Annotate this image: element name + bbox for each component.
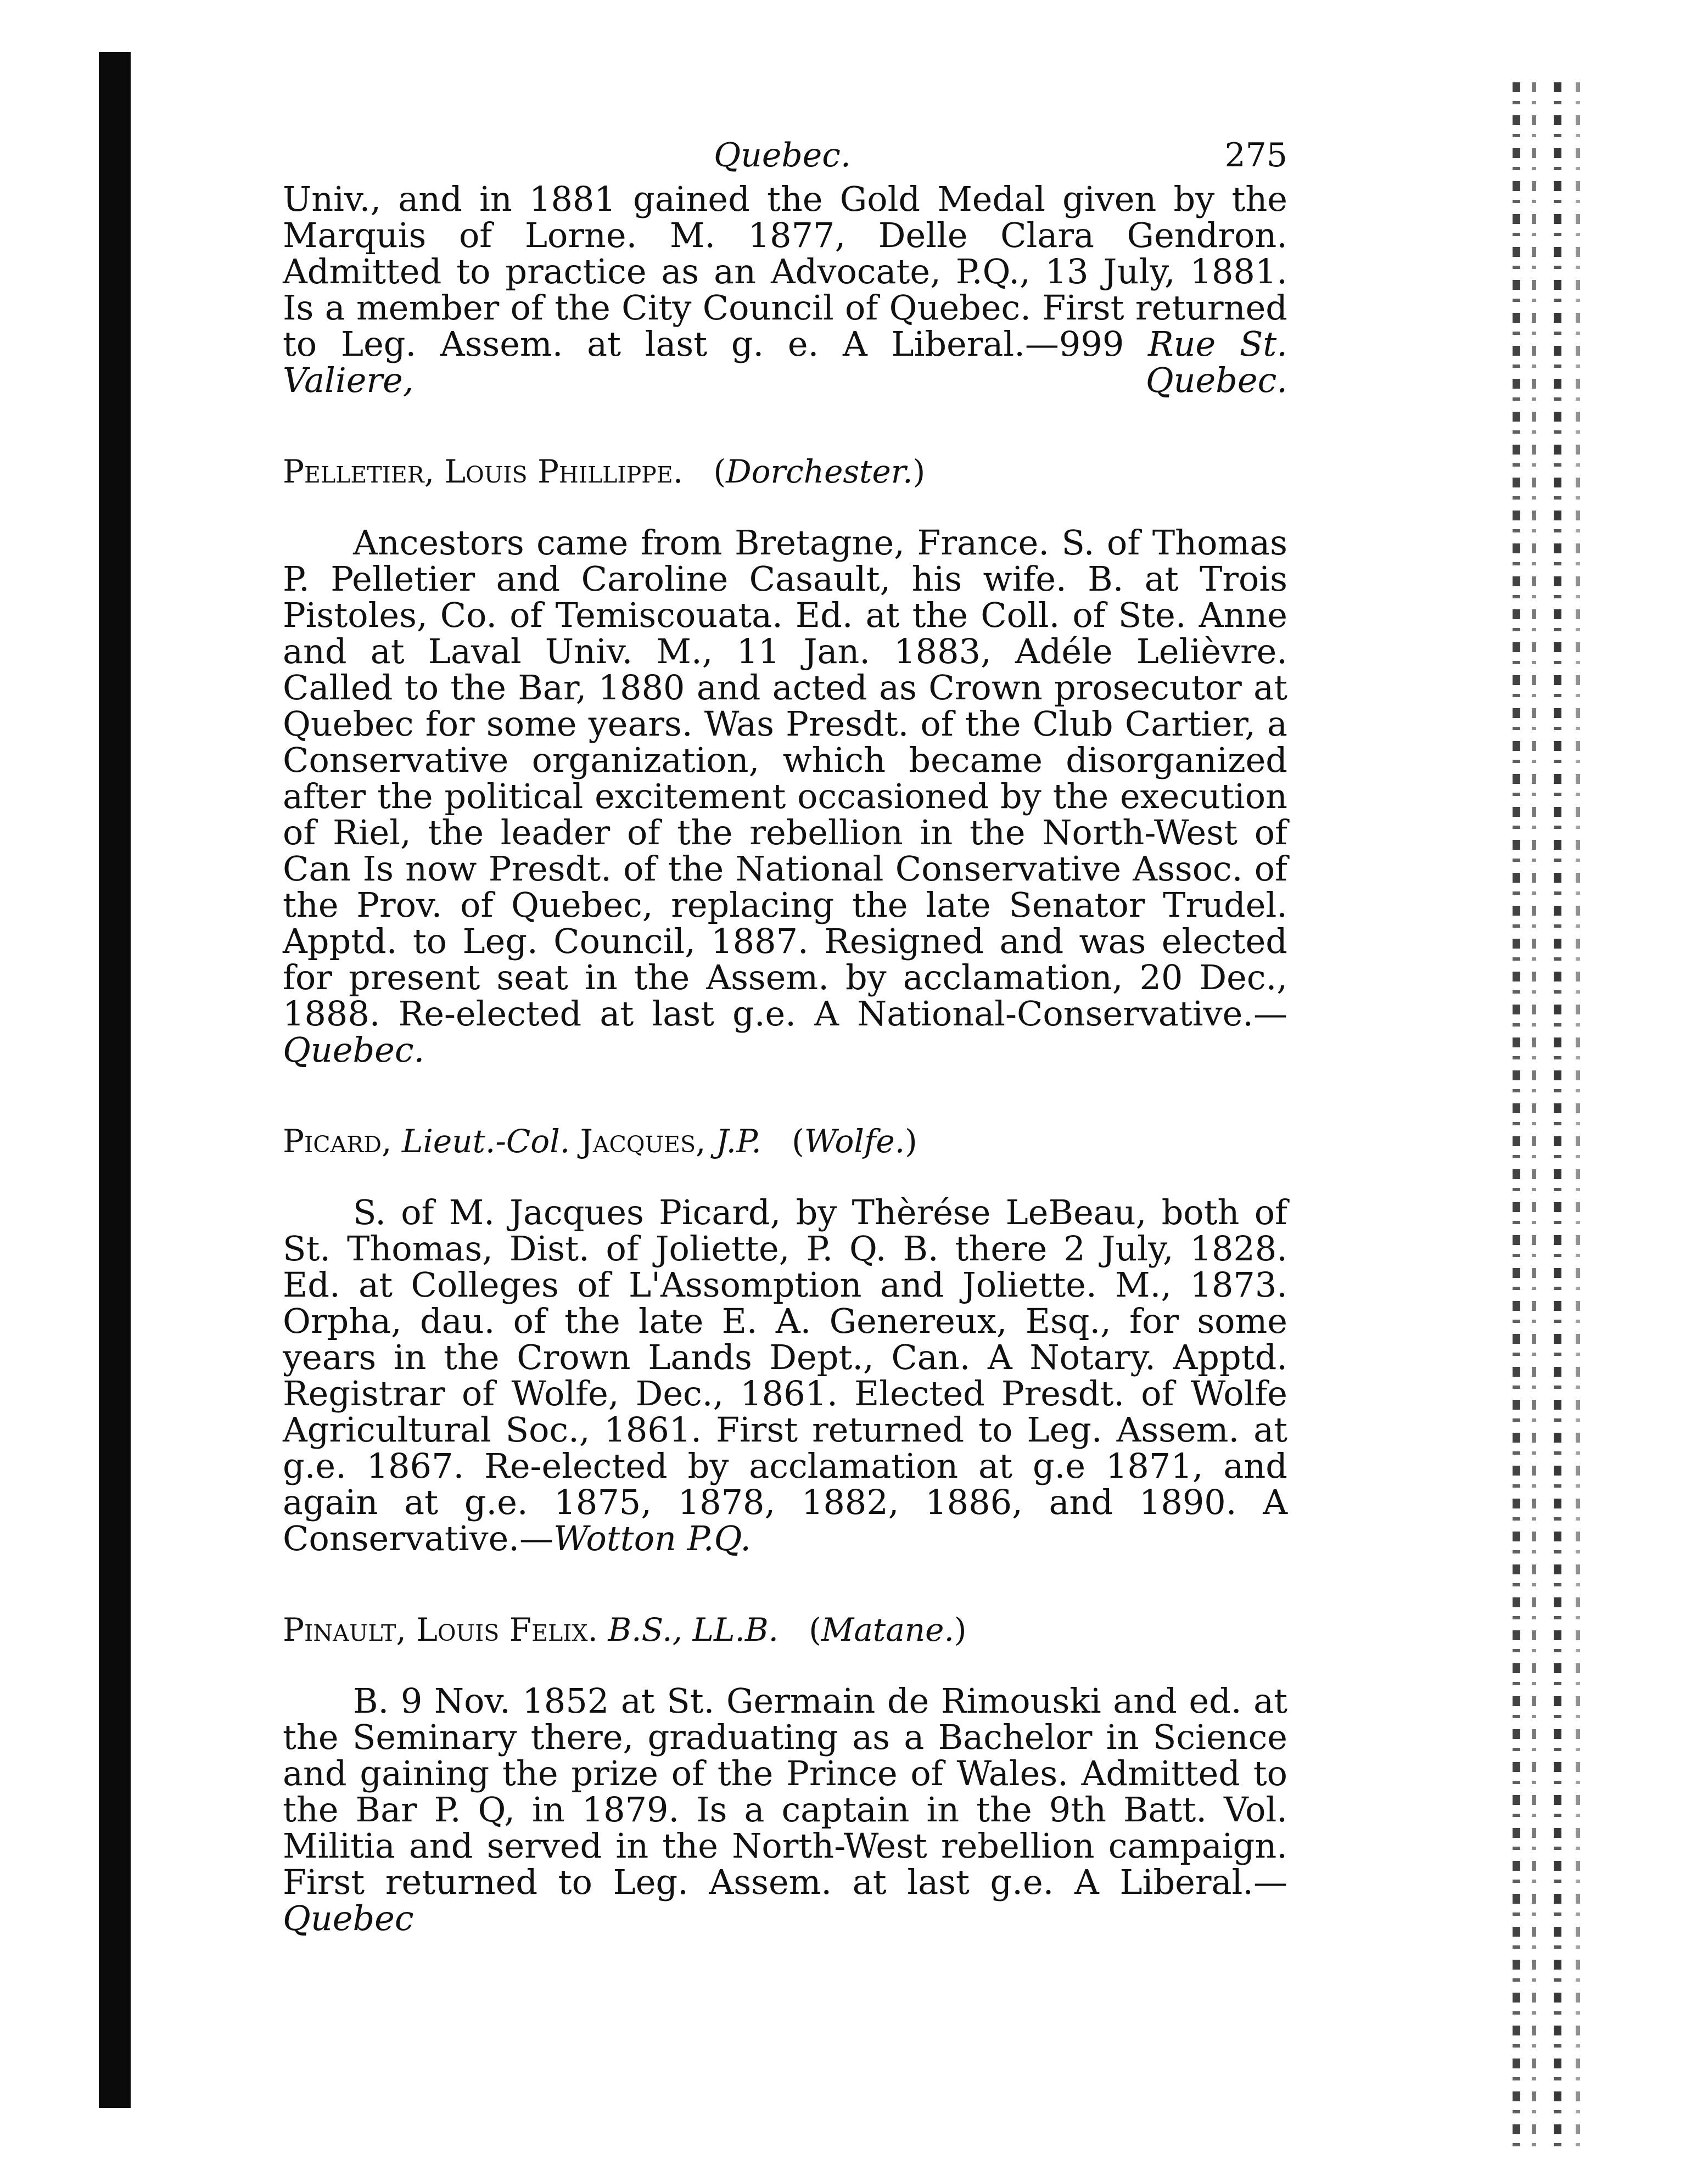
entry-body-text: B. 9 Nov. 1852 at St. Germain de Rimouski and ed. at the Seminary there, graduating as a Bachelor in Science and gaining the prize of the Prince of Wales. Admitted to the Bar P. Q, in 1879. Is a captain in the 9th Batt. Vol. Militia and served in the North-West rebellion campaign. First returned to Leg. Assem. at last g.e. A Liberal.—: [283, 1681, 1287, 1902]
entry-given-names: Louis Felix.: [416, 1611, 598, 1648]
continued-entry-text: [283, 181, 1287, 399]
entry-heading: Pelletier, Louis Phillippe. (Dorchester.): [283, 453, 926, 490]
page-content: [283, 126, 1287, 1937]
binding-shadow: [99, 52, 131, 2108]
entry-body-text: Ancestors came from Bretagne, France. S. of Thomas P. Pelletier and Caroline Casault, his wife. B. at Trois Pistoles, Co. of Temiscouata. Ed. at the Coll. of Ste. Anne and at Laval Univ. M., 11 Jan. 1883, Adéle Lelièvre. Called to the Bar, 1880 and acted as Crown prosecutor at Quebec for some years. Was Presdt. of the Club Cartier, a Conservative organization, which became disorganized after the political excitement occasioned by the execution of Riel, the leader of the rebellion in the North-West of Can Is now Presdt. of the National Conservative Assoc. of the Prov. of Quebec, replacing the late Senator Trudel. Apptd. to Leg. Council, 1887. Resigned and was elected for present seat in the Assem. by acclamation, 20 Dec., 1888. Re-elected at last g.e. A National-Conservative.—: [283, 523, 1287, 1034]
entry-constituency: Wolfe.: [804, 1123, 905, 1160]
continued-entry-body: Univ., and in 1881 gained the Gold Medal given by the Marquis of Lorne. M. 1877, Delle Clara Gendron. Admitted to practice as an Advocate, P.Q., 13 July, 1881. Is a member of the City Council of Quebec. First returned to Leg. Assem. at last g. e. A Liberal.—999: [283, 179, 1287, 364]
entry-body: [283, 1194, 1287, 1557]
entry-credentials: J.P.: [715, 1123, 761, 1160]
entry-body: [283, 525, 1287, 1068]
entry-rank: Lieut.-Col.: [401, 1123, 570, 1160]
entry-body-text: S. of M. Jacques Picard, by Thèrése LeBeau, both of St. Thomas, Dist. of Joliette, P. Q. B. there 2 July, 1828. Ed. at Colleges of L'Assomption and Joliette. M., 1873. Orpha, dau. of the late E. A. Genereux, Esq., for some years in the Crown Lands Dept., Can. A Notary. Apptd. Registrar of Wolfe, Dec., 1861. Elected Presdt. of Wolfe Agricultural Soc., 1861. First returned to Leg. Assem. at g.e. 1867. Re-elected by acclamation at g.e 1871, and again at g.e. 1875, 1878, 1882, 1886, and 1890. A Conservative.—: [283, 1192, 1287, 1558]
page-edge-artifact: [1513, 82, 1520, 2146]
entry-given-names: Jacques,: [580, 1123, 706, 1160]
continued-entry-address: Rue St. Valiere, Quebec.: [283, 324, 1288, 400]
entry-surname: Pinault,: [283, 1611, 406, 1648]
entry-address: Wotton P.Q.: [553, 1518, 751, 1558]
running-head: [283, 126, 1287, 181]
page-edge-artifact: [1532, 82, 1536, 2146]
entry-heading: Pinault, Louis Felix. B.S., LL.B. (Matane.): [283, 1611, 967, 1648]
entry-constituency: Matane.: [821, 1611, 954, 1648]
entry-constituency: Dorchester.: [726, 453, 913, 490]
page-edge-artifact: [1554, 82, 1561, 2146]
entry-surname: Pelletier: [283, 453, 424, 490]
entry-given-names: Louis Phillippe.: [444, 453, 684, 490]
entry-surname: Picard,: [283, 1123, 392, 1160]
page-number: 275: [1224, 136, 1287, 175]
entry-address: Quebec: [283, 1898, 414, 1938]
entry-credentials: B.S., LL.B.: [608, 1611, 779, 1648]
running-head-title: Quebec.: [714, 136, 851, 175]
entry-heading: Picard, Lieut.-Col. Jacques, J.P. (Wolfe.): [283, 1123, 917, 1160]
entry-body: [283, 1683, 1287, 1937]
page-edge-artifact: [1576, 82, 1580, 2146]
entry-address: Quebec.: [283, 1030, 425, 1070]
